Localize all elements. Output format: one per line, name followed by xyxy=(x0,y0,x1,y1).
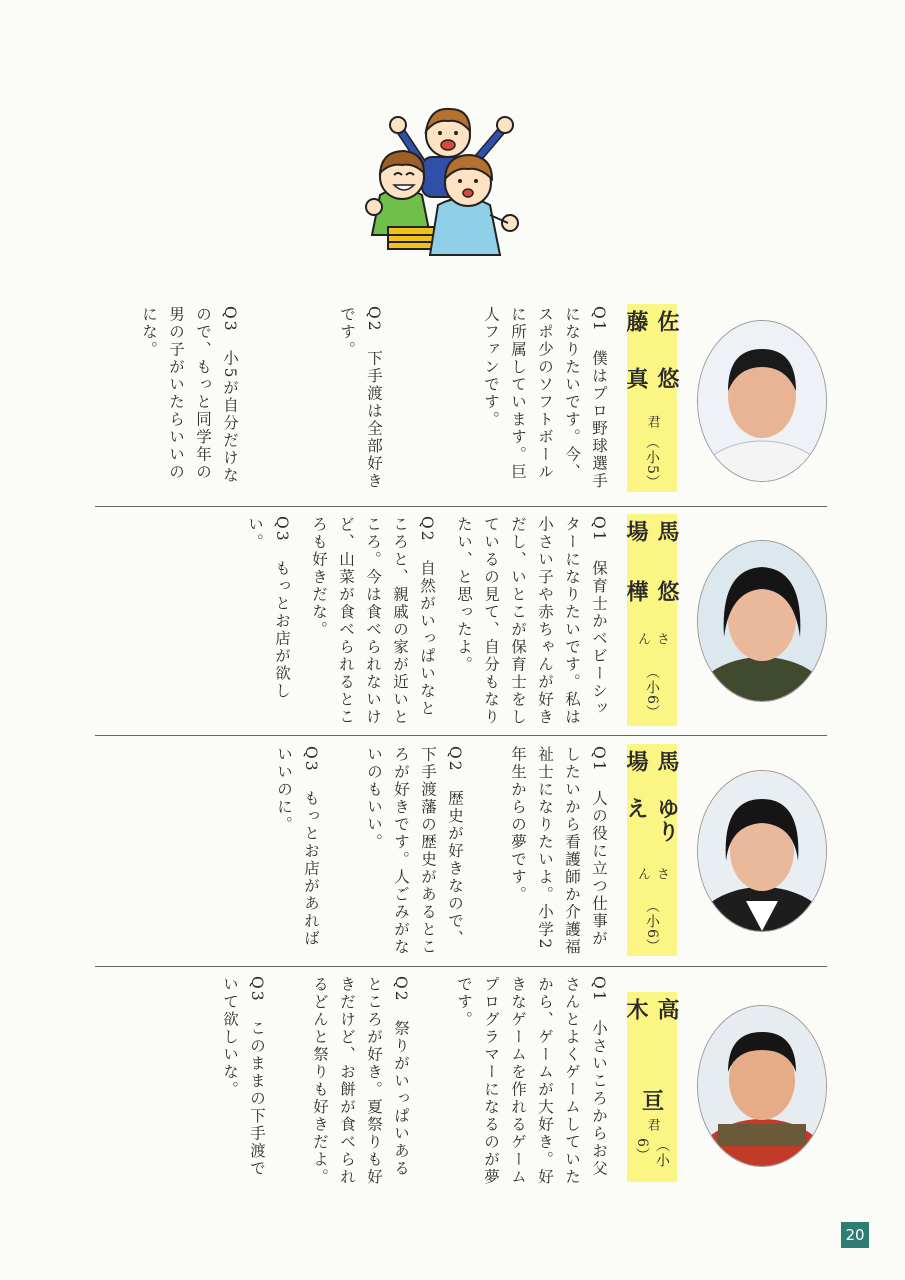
portrait-photo xyxy=(697,320,827,482)
profile-section-1 xyxy=(95,300,827,505)
profile-section-3 xyxy=(95,740,827,962)
three-boys-illustration xyxy=(360,95,535,270)
profile-section-2 xyxy=(95,510,827,732)
answer-q1: Q1 保育士かベビーシッターになりたいです。私は小さい子や赤ちゃんが好きだし、いとこが保育士をしているの見て、自分もなりたい、と思ったよ。 xyxy=(455,516,608,726)
portrait-photo xyxy=(697,770,827,932)
section-divider xyxy=(95,506,827,507)
given-name: 悠樺 xyxy=(623,579,680,603)
answers-block xyxy=(102,976,612,1186)
profile-section-4 xyxy=(95,970,827,1190)
given-name: 悠真 xyxy=(623,366,680,390)
name-suffix: 君 xyxy=(644,1118,660,1133)
answer-q2: Q2 下手渡は全部好きです。 xyxy=(338,306,383,491)
answer-q3: Q3 もっとお店があればいいのに。 xyxy=(275,746,320,948)
answer-q3: Q3 もっとお店が欲しい。 xyxy=(246,516,291,701)
grade-label: （小5） xyxy=(644,435,660,491)
answer-q3: Q3 小5が自分だけなので、もっと同学年の男の子がいたらいいのにな。 xyxy=(140,306,239,485)
portrait-photo xyxy=(697,540,827,702)
surname: 馬場 xyxy=(623,520,680,543)
grade-label: （小6） xyxy=(644,898,660,954)
answer-q2: Q2 自然がいっぱいなところと、親戚の家が近いところ。今は食べられないけど、山菜が食べられるところも好きだな。 xyxy=(310,516,436,726)
name-label xyxy=(623,744,680,956)
answer-q2: Q2 歴史が好きなので、下手渡藩の歴史があるところが好きです。人ごみがないのもいい。 xyxy=(365,746,464,956)
name-suffix: さん xyxy=(635,631,669,646)
given-name: ゆりえ xyxy=(623,796,680,843)
name-suffix: さん xyxy=(635,866,669,881)
grade-label: （小6） xyxy=(644,665,660,721)
answers-block xyxy=(102,306,612,496)
answer-q1: Q1 僕はプロ野球選手になりたいです。今、スポ少のソフトボールに所属しています。巨人ファンです。 xyxy=(482,306,608,491)
page-number: 20 xyxy=(841,1222,869,1248)
answer-q1: Q1 人の役に立つ仕事がしたいから看護師か介護福祉士になりたいよ。小学2年生からの夢です。 xyxy=(509,746,608,956)
name-label xyxy=(623,304,680,492)
given-name: 亘 xyxy=(638,1089,665,1113)
surname: 佐藤 xyxy=(623,310,680,333)
name-label xyxy=(623,514,680,726)
portrait-photo xyxy=(697,1005,827,1167)
answer-q2: Q2 祭りがいっぱいあるところが好き。夏祭りも好きだけど、お餅が食べられるどんと祭りも好きだよ。 xyxy=(311,976,410,1186)
section-divider xyxy=(95,735,827,736)
surname: 高木 xyxy=(623,998,680,1021)
answer-q3: Q3 このままの下手渡でいて欲しいな。 xyxy=(221,976,266,1178)
surname: 馬場 xyxy=(623,750,680,773)
grade-label: （小6） xyxy=(634,1138,670,1169)
section-divider xyxy=(95,966,827,967)
answers-block xyxy=(102,516,612,726)
name-label xyxy=(623,992,680,1182)
answer-q1: Q1 小さいころからお父さんとよくゲームしていたから、ゲームが大好き。好きなゲームを作れるゲームプログラマーになるのが夢です。 xyxy=(455,976,608,1186)
name-suffix: 君 xyxy=(644,415,660,430)
answers-block xyxy=(102,746,612,956)
